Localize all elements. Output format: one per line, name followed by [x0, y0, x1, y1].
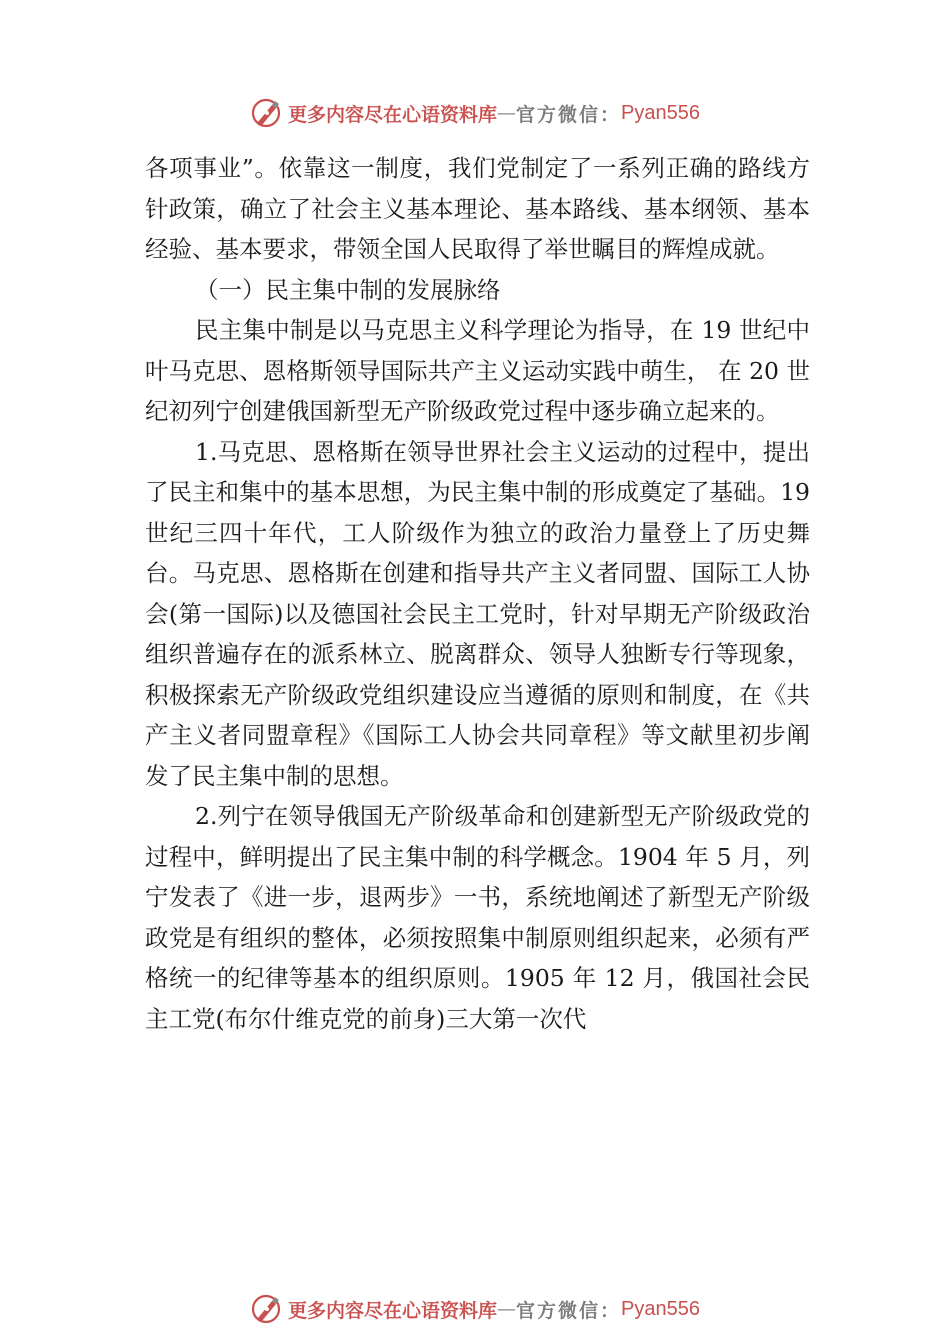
footer-banner	[0, 1289, 950, 1329]
section-heading: （一）民主集中制的发展脉络	[195, 275, 501, 304]
banner-slogan: 更多内容尽在心语资料库	[288, 1299, 498, 1322]
banner-separator: —	[497, 1298, 517, 1320]
document-body	[145, 148, 810, 1039]
banner-slogan: 更多内容尽在心语资料库	[288, 103, 498, 126]
banner-wechat-label: 官方微信：	[516, 1299, 622, 1322]
paragraph: 民主集中制是以马克思主义科学理论为指导，在 19 世纪中叶马克思、恩格斯领导国际共产主义运动实践中萌生， 在 20 世纪初列宁创建俄国新型无产阶级政党过程中逐步确立起来的。	[145, 316, 810, 425]
pen-circle-logo-icon	[250, 1292, 284, 1326]
paragraph-continuation: 各项事业”。依靠这一制度，我们党制定了一系列正确的路线方针政策，确立了社会主义基本理论、基本路线、基本纲领、基本经验、基本要求，带领全国人民取得了举世瞩目的辉煌成就。	[145, 154, 810, 263]
banner-separator: —	[497, 102, 517, 124]
banner-wechat-label: 官方微信：	[516, 103, 622, 126]
banner-wechat-id: Pyan556	[621, 1297, 700, 1320]
paragraph: 2.列宁在领导俄国无产阶级革命和创建新型无产阶级政党的过程中，鲜明提出了民主集中制的科学概念。1904 年 5 月，列宁发表了《进一步，退两步》一书，系统地阐述了新型无产阶级政党是有组织的整体，必须按照集中制原则组织起来，必须有严格统一的纪律等基本的组织原则。1905 年 12 月，俄国社会民主工党(布尔什维克党的前身)三大第一次代	[145, 802, 810, 1033]
pen-circle-logo-icon	[250, 96, 284, 130]
banner-wechat-id: Pyan556	[621, 101, 700, 124]
paragraph: 1.马克思、恩格斯在领导世界社会主义运动的过程中，提出了民主和集中的基本思想，为民主集中制的形成奠定了基础。19 世纪三四十年代，工人阶级作为独立的政治力量登上了历史舞台。马克思、恩格斯在创建和指导共产主义者同盟、国际工人协会(第一国际)以及德国社会民主工党时，针对早期无产阶级政治组织普遍存在的派系林立、脱离群众、领导人独断专行等现象，积极探索无产阶级政党组织建设应当遵循的原则和制度，在《共产主义者同盟章程》《国际工人协会共同章程》等文献里初步阐发了民主集中制的思想。	[145, 437, 810, 790]
header-banner	[0, 93, 950, 133]
